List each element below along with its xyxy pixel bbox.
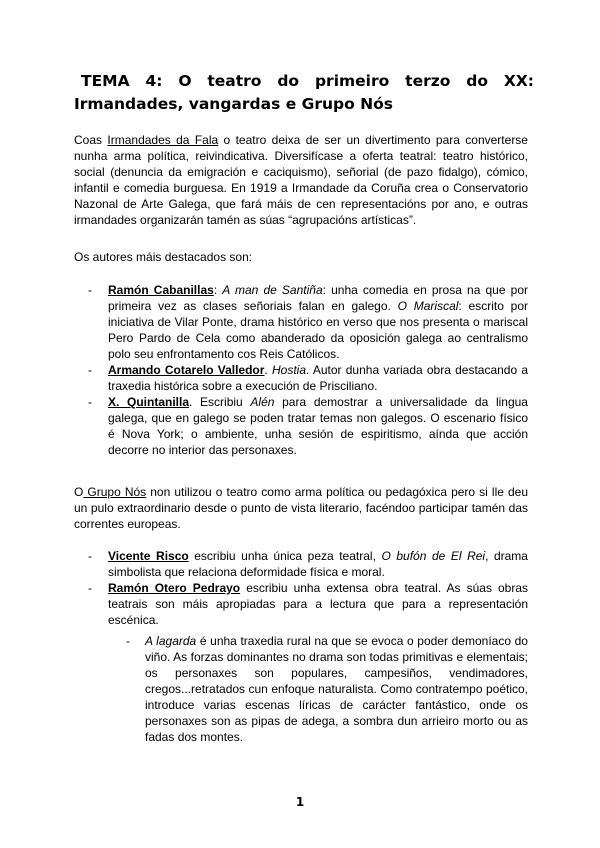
text-run: : escrito por iniciativa de Vilar Ponte, drama histórico en verso que nos presenta o mariscal Pero Pardo de Cela como abanderado da oposición galega ao centralismo polo seu enfrontamento cos Reis Católicos. [108, 299, 528, 361]
authors-list [88, 282, 528, 458]
list-dash: - [88, 395, 92, 409]
nos-authors-list [88, 548, 528, 628]
author-entry [108, 362, 528, 394]
page-number: 1 [295, 795, 305, 809]
intro-paragraph [74, 132, 528, 228]
author-name: Armando Cotarelo Valledor [108, 363, 265, 377]
work-title: Hostia [271, 363, 306, 377]
grupo-nos-link: Grupo Nós [83, 485, 147, 499]
text-run: . [264, 363, 272, 377]
author-name: Ramón Cabanillas [108, 283, 214, 297]
text-run: . Escribiu [189, 395, 251, 409]
list-dash: - [126, 634, 130, 648]
work-title: A man de Santiña [222, 283, 323, 297]
work-title: Alén [250, 395, 275, 409]
author-name: Ramón Otero Pedrayo [108, 581, 241, 595]
text-run: é unha traxedia rural na que se evoca o poder demoníaco do viño. As forzas dominantes no drama son todas primitivas e elementais; os personaxes son populares, campesiños, vendimadores, cregos...retratados cun enfoque naturalista. Como contratempo poético, introduce varias escenas líricas de carácter fantástico, onde os personaxes son as pipas de adega, a sombra dun arrieiro morto ou as fadas dos montes. [145, 634, 528, 744]
work-title: O bufón de El Rei [381, 549, 486, 563]
list-dash: - [88, 549, 92, 563]
list-dash: - [88, 581, 92, 595]
nos-pre: O [74, 485, 84, 499]
list-item-otero-pedrayo [88, 580, 528, 628]
text-run: para demostrar a universalidade da lingua galega, que en galego se poden tratar temas non galegos. O escenario físico é Nova York; o ambiente, unha sesión de espiritismo, aínda que acción decorre no interior das personaxes. [108, 395, 528, 457]
text-run: escribiu unha extensa obra teatral. As súas obras teatrais son máis apropiadas para a lectura que para a representación escénica. [108, 581, 529, 627]
work-title: O Mariscal [397, 299, 459, 313]
list-item-cabanillas [88, 282, 528, 362]
author-entry [108, 580, 528, 628]
work-title: A lagarda [145, 634, 197, 648]
text-run: . Autor dunha variada obra destacando a traxedia histórica sobre a execución de Prisciliano. [108, 363, 529, 393]
list-item-risco [88, 548, 528, 580]
list-dash: - [88, 283, 92, 297]
list-item-quintanilla [88, 394, 528, 458]
author-name: X. Quintanilla [108, 395, 190, 409]
nos-post: non utilizou o teatro como arma política ou pedagóxica pero si lle deu un pulo extraordinario desde o punto de vista literario, facéndoo participar tamén das correntes europeas. [74, 485, 528, 531]
intro-pre: Coas [74, 133, 108, 147]
list-item-cotarelo [88, 362, 528, 394]
text-run: , drama simbolista que relaciona deformidade física e moral. [108, 549, 528, 579]
lagarda-entry [145, 633, 528, 745]
text-run: escribiu unha única peza teatral, [188, 549, 382, 563]
author-entry [108, 282, 528, 362]
list-dash: - [88, 363, 92, 377]
irmandades-link: Irmandades da Fala [107, 133, 219, 147]
text-run: : unha comedia en prosa na que por primeira vez as clases señoriais falan en galego. [108, 283, 529, 313]
author-entry [108, 548, 528, 580]
author-name: Vicente Risco [108, 549, 189, 563]
text-run: : [213, 283, 223, 297]
nos-paragraph [74, 484, 528, 532]
author-entry [108, 394, 528, 458]
authors-heading: Os autores máis destacados son: [74, 250, 253, 264]
page-title: TEMA 4: O teatro do primeiro terzo do XX: Irmandades, vangardas e Grupo Nós [74, 72, 534, 113]
intro-post: o teatro deixa de ser un divertimento para converterse nunha arma política, reivindicativa. Diversifícase a oferta teatral: teatro histórico, social (denuncia da emigración e caciquismo), señorial (de pazo fidalgo), cómico, infantil e comedia burguesa. En 1919 a Irmandade da Coruña crea o Conservatorio Nazonal de Arte Galega, que fará máis de cen representacións por ano, e outras irmandades organizarán tamén as súas “agrupacións artísticas”. [74, 133, 528, 227]
list-item-lagarda [126, 633, 528, 745]
